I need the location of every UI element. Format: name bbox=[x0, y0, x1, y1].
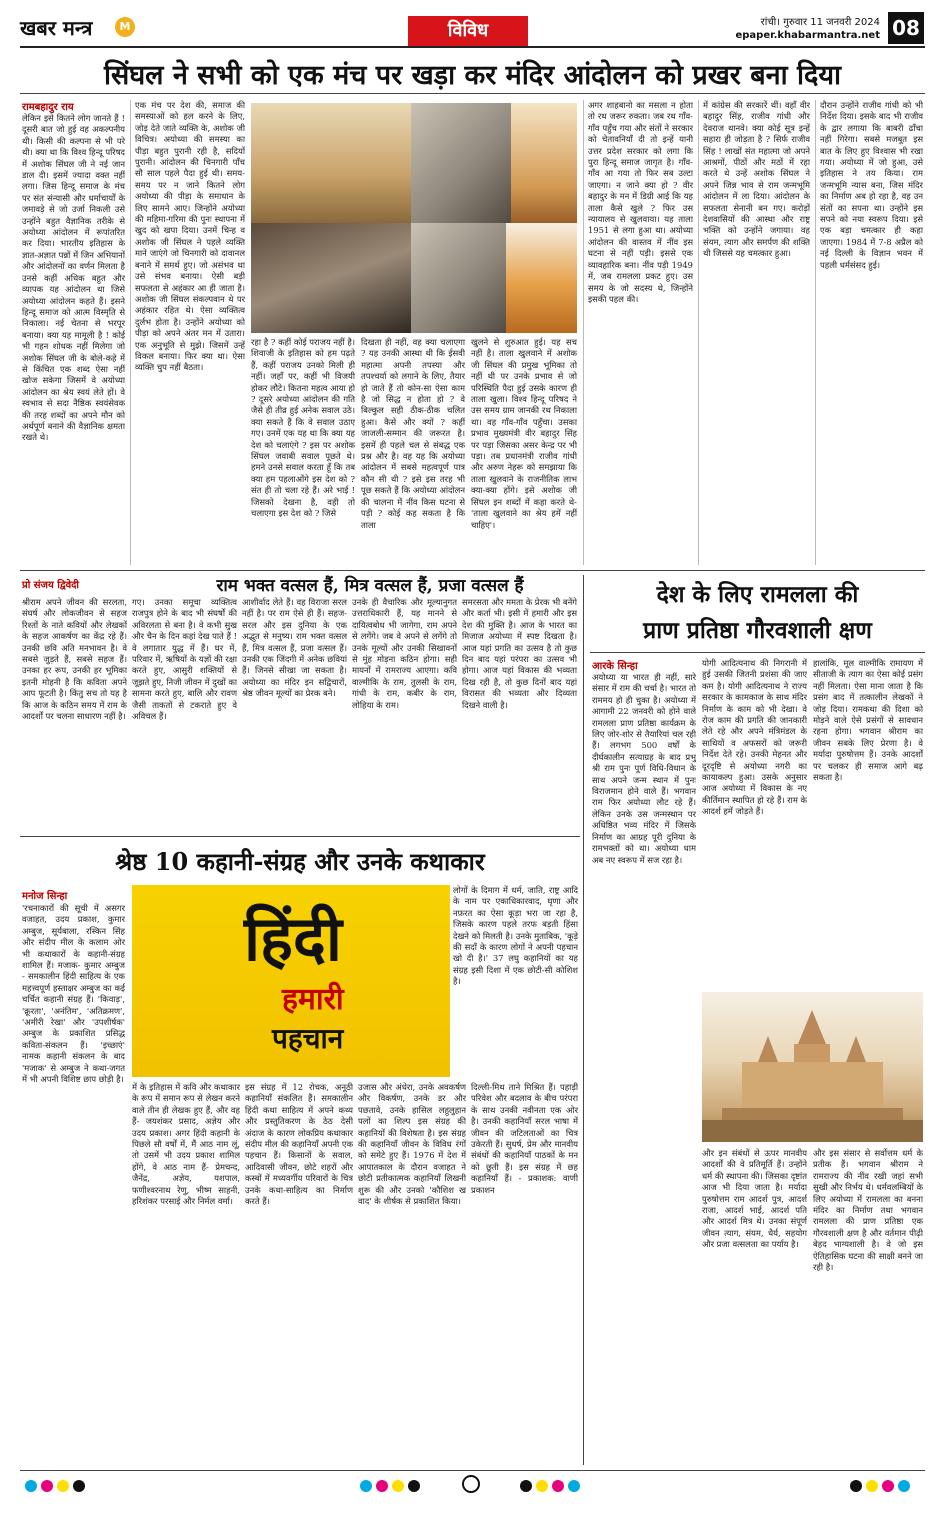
temple-spire-photo bbox=[511, 103, 577, 223]
story3-byline: आरके सिन्हा bbox=[592, 661, 638, 672]
story3-column: अयोध्या या भारत ही नहीं, सारे संसार में राम की चर्चा है। भारत तो राममय हो ही चुका है। अयोध्या में आगामी 22 जनवरी को होने वाले रामलला प्राण प्रतिष्ठा कार्यक्रम के लिए जोर-शोर से तैयारियां चल रही हैं। लगभग 500 वर्षों के दीर्घकालीन सत्याग्रह के बाद प्रभु श्री राम पुनः पूर्ण विधि-विधान के साथ अपने जन्म स्थान में पुनः विराजमान होने वाले हैं। भगवान राम फिर अयोध्या लौट रहे हैं। लेकिन उनके उस जन्मस्थान पर अधिष्ठित भव्य मंदिर में जिसके निर्माण का आग्रह पूरी दुनिया के रामभक्तों को था। अयोध्या धाम अब नए स्वरूप में सज रहा है। bbox=[592, 672, 696, 865]
divider bbox=[698, 100, 699, 565]
divider bbox=[20, 93, 925, 94]
color-registration-strip bbox=[360, 1477, 424, 1499]
registration-dot-icon bbox=[25, 1480, 37, 1492]
story1-headline: सिंघल ने सभी को एक मंच पर खड़ा कर मंदिर आंदोलन को प्रखर बना दिया bbox=[103, 60, 842, 91]
story1-column: खुलने से शुरुआत हुई। यह सच नहीं है। ताला खुलवाने में अशोक जी सिंघल की प्रमुख भूमिका तो नहीं थी पर उनके प्रभाव से जो परिस्थिति पैदा हुई उसके कारण ही ताला खुला। विश्व हिन्दू परिषद ने उस समय ग्राम जानकी रथ निकाला था। वह गाँव-गाँव पहुँचा। उसका प्रभाव मुख्यमंत्री वीर बहादुर सिंह पर पड़ा जिसका असर केन्द्र पर भी पड़ा। तब प्रधानमंत्री राजीव गांधी और अरुण नेहरू को समझाया कि ताला खुलवाने के राजनीतिक लाभ क्या-क्या होंगे। इसे अशोक जी सिंघल इन शब्दों में कहा करते थे- 'ताला खुलवाने का श्रेय हमें नहीं चाहिए'। bbox=[471, 337, 577, 530]
registration-dot-icon bbox=[360, 1480, 372, 1492]
divider bbox=[20, 1470, 925, 1471]
book-cover bbox=[132, 885, 450, 1077]
date-text: रांची। गुरुवार 11 जनवरी 2024 bbox=[760, 17, 880, 28]
divider bbox=[130, 100, 131, 565]
story2-column: समरसता और ममता के प्रेरक भी बनेंगे और कर्ता भी। इसी में हमारी और इस देश की मुक्ति है। आज के भारत का मिजाज अयोध्या में स्पष्ट दिखता है। आज यहां प्रगति का उत्सव है तो कुछ दिन बाद यहां परंपरा का उत्सव भी होगा। आज यहां विकास की भव्यता दिख रही है, तो कुछ दिनों बाद यहां विरासत की भव्यता और दिव्यता दिखने वाली है। bbox=[462, 597, 577, 710]
story2-column: श्रीराम अपने जीवन की सरलता, संघर्ष और लोकजीवन से सहज रिश्तों के नाते कवियों और लेखकों के सहज आकर्षण का केंद्र रहे हैं। उनकी छवि अति मनभावन है। वे सबसे जुड़ते हैं, सबसे सहज हैं। उनका हर रूप, उनकी हर भूमिका इतनी मोहनी है कि कविता अपने आप फूटती है। किंतु सच तो यह है कि आज के कठिन समय में राम के आदर्शों पर चलना साधारण नहीं है। bbox=[22, 597, 127, 722]
ceremony-photo bbox=[506, 223, 577, 333]
story4-column: इस संग्रह में 12 रोचक, अनूठी कहानियाँ संकलित हैं। समकालीन हिंदी कथा साहित्य में अपने कथ्य और प्रस्तुतिकरण के ठेठ देसी अंदाज के कारण लोकप्रिय कथाकार संदीप मील की कहानियाँ अपनी एक पहचान हैं। किसानों के सवाल, आदिवासी जीवन, छोटे शहरों और कस्बों में मध्यवर्गीय परिवारों के चित्र उनके कथा-साहित्य का निर्माण करते हैं। bbox=[245, 1082, 353, 1207]
registration-dot-icon bbox=[536, 1480, 548, 1492]
registration-dot-icon bbox=[882, 1480, 894, 1492]
registration-dot-icon bbox=[376, 1480, 388, 1492]
crowd-photo bbox=[411, 223, 506, 333]
story3-column: और इस संसार से सर्वोत्तम धर्म के प्रतीक हैं। भगवान श्रीराम ने रामराज्य की नींव रखी जहां सभी सुखी और निर्भय थे। धर्मवलम्बियों के लिए अयोध्या में रामलला का बनना मंदिर का निर्माण तथा भगवान रामलला की प्राण प्रतिष्ठा एक गौरवशाली क्षण है और वर्तमान पीढ़ी बेहद भाग्यशाली है। वे जो इस ऐतिहासिक घटना की साक्षी बनने जा रही है। bbox=[813, 1148, 923, 1273]
color-registration-strip bbox=[850, 1477, 914, 1499]
archival-photo bbox=[411, 103, 511, 223]
story3-headline-line2: प्राण प्रतिष्ठा गौरवशाली क्षण bbox=[643, 617, 872, 644]
story1-column: में कांग्रेस की सरकारें थीं। वहाँ वीर बहादुर सिंह, राजीव गांधी और देवराज थानवे। क्या कोई सूत्र इन्हें सहारा ही जोड़ता है ? सिर्फ राजीव सिंह ! लाखों संत महात्मा जो अपने आश्रमों, पीठों और मठों में रहा करते थे उन्हें अशोक सिंघल ने अपने जिन्न भाव से राम जन्मभूमि आंदोलन में ला दिया। आंदोलन के सफलता सेनानी बन गए। करोड़ों देशवासियों की आस्था और राष्ट्र भक्ति को उन्होंने जगाया। वह संयम, त्याग और समर्पण की शक्ति थी जिससे यह चमत्कार हुआ। bbox=[703, 100, 810, 259]
registration-dot-icon bbox=[866, 1480, 878, 1492]
dateline bbox=[720, 16, 880, 42]
masthead bbox=[20, 10, 925, 48]
story1-column: दौरान उन्होंने राजीव गांधी को भी निर्देश दिया। इसके बाद भी राजीव के द्वार लगाया कि बाबरी ढाँचा नहीं गिरेगा। सबसे मजबूत इस बात के लिए हुए विश्वास भी रखा गया। अयोध्या में जो हुआ, उसे इतिहास ने तय किया। राम जन्मभूमि न्यास बना, जिस मंदिर का निर्माण अब हो रहा है, वह उन संतों का सपना था। उन्होंने इस सपने को नया स्वरूप दिया। इसे एक बड़ा चमत्कार ही कहा जाएगा। 1984 में 7-8 अप्रैल को नई दिल्ली के विज्ञान भवन में पहली धर्मसंसद हुई। bbox=[820, 100, 923, 270]
story4-column: लोगों के दिमाग में धर्म, जाति, राष्ट्र आदि के नाम पर एकाधिकारवाद, घृणा और नफ़रत का ऐसा कूड़ा भरा जा रहा है, जिसके कारण पहले तरफ बड़ती हिंसा देखने को मिलती है। उनके मुताबिक, 'कूड़े की सदाँ के कारण लोगों ने अपनी पहचान खो दी है।' 37 लघु कहानियों का यह संग्रह इसी दिशा में एक छोटी-सी कोशिश है। bbox=[453, 885, 578, 987]
brand-name: खबर मन्त्र bbox=[20, 16, 93, 40]
registration-dot-icon bbox=[568, 1480, 580, 1492]
story4-column: में के इतिहास में कवि और कथाकार के रूप में समान रूप से लेखन करने वाले तीन ही लेखक हुए हैं, और वह हैं- जयशंकर प्रसाद, अज्ञेय और उदय प्रकाश। अगर हिंदी कहानी के पिछले सौ वर्षों में, मैं आठ नाम लूं, तो उसमें भी उदय प्रकाश शामिल होंगे, वे आठ नाम हैं- प्रेमचन्द, जैनेंद्र, अज्ञेय, यशपाल, फणीश्वरनाथ रेणु, भीष्म साहनी, हरिशंकर परसाई और निर्मल वर्मा। bbox=[132, 1082, 240, 1207]
temple-silhouette-icon bbox=[702, 992, 923, 1142]
registration-dot-icon bbox=[408, 1480, 420, 1492]
story2-column: उनके ही वैचारिक और मूल्यानुगत उत्तराधिकारी हैं, यह मानने से दायित्वबोध भी जागेगा, राम अपने से लगेंगे। जब वे अपने से लगेंगे तो उनके मूल्यों और उनकी सिखावनों से मुंह मोड़ना कठिन होगा। सही मायनों में रामराज्य आएगा। कवि वाल्मीकि के राम, तुलसी के राम, गांधी के राम, कबीर के राम, लोहिया के राम। bbox=[352, 597, 457, 710]
divider bbox=[583, 100, 584, 565]
story1-column: लेकिन इसे कितने लोग जानते हैं ! दूसरी बात जो हुई वह अकल्पनीय थी। किसी की कल्पना से भी परे थी। क्या था कि विश्व हिन्दू परिषद में अशोक सिंघल जी ने नई जान डाल दी। इसमें ज्यादा वक्त नहीं लगा। जिस हिन्दू समाज के मंच पर संत संन्यासी और धर्माचार्यों के जमावड़े से जो उर्जा निकली उसे उन्होंने बहुत वैज्ञानिक तरीके से अयोध्या आंदोलन में रूपांतरित कर दिया। भारतीय इतिहास के ज्ञात-अज्ञात पन्नों में जिन अभियानों और आंदोलनों का वर्णन मिलता है उनसे कहीं अधिक बहुत और व्यापक यह आंदोलन था जिसे अयोध्या आंदोलन कहते हैं। इसने हिन्दू समाज को आत्म विस्मृति से निकाला। नई चेतना से भरपूर बनाया। क्या यह मामूली है ! कोई भी गहन शोधक नहीं मिलेगा जो अशोक सिंघल जी के बोले-कहे में से किंचित एक शब्द ऐसा नहीं खोज सकेगा जिसमें वे अयोध्या आंदोलन का श्रेय स्वयं लेते हों। वे स्वभाव से सदा नैष्ठिक स्वयंसेवक की तरह शब्दों का अपने मौन को अर्थपूर्ण बनाने की वैज्ञानिक क्षमता रखते थे। bbox=[22, 113, 125, 443]
cover-title-word: हमारी bbox=[282, 982, 344, 1017]
story1-column: एक मंच पर देश की, समाज की समस्याओं को हल करने के लिए, जोड़ देते जाते व्यक्ति के, अशोक जी विचित्र। अयोध्या की समस्या का पीड़ा बहुत पुरानी रही है, सदियों पुरानी। आंदोलन की चिनगारी पाँच सौ साल पहले पैदा हुई थी। समय-समय पर न जाने कितने लोग अयोध्या की पीड़ा के समाधान के लिए सामने आए। जिन्होंने अयोध्या की महिमा-गरिमा की पुनः स्थापना में खुद को खपा दिया। उनमें चिन्ह व अशोक जी सिंघल ने पहले व्यक्ति माने जाएंगे जो चिनगारी को दावानल बनाने में समर्थ हुए। जो असंभव था उसे संभव बनाया। ऐसी बड़ी सफलता से अहंकार आ ही जाता है। अशोक जी सिंघल संकल्पवान थे पर अहंकार रहित थे। ऐसा व्यक्तित्व दुर्लभ होता है। उन्होंने अयोध्या को पीड़ा को अपने अंतर मन में उतारा। एक अनुभूति से मुझे। जिसमें उन्हें विकल बनाया। फिर क्या था। ऐसा व्यक्ति चुप नहीं बैठता। bbox=[135, 100, 245, 373]
page-number: 08 bbox=[888, 12, 924, 44]
story3-column: योगी आदित्यनाथ की निगरानी में हुई उसकी जितनी प्रशंसा की जाए कम है। योगी आदित्यनाथ ने राज्य सरकार के कामकाज के साथ मंदिर निर्माण के काम को भी देखा। वे रोज काम की प्रगति की जानकारी लेते रहे और अपने मंत्रिमंडल के साथियों व अफसरों को जरूरी निर्देश देते रहे। उनकी मेहनत और दूरदृष्टि से अयोध्या नगरी का कायाकल्प हुआ। उसके अनुसार आज अयोध्या में विकास के नए कीर्तिमान स्थापित हो रहे हैं। राम के आदर्श हमें जोड़ते हैं। bbox=[702, 658, 807, 817]
divider bbox=[815, 100, 816, 565]
story4-byline: मनोज सिन्हा bbox=[22, 891, 68, 902]
story2-headline: राम भक्त वत्सल हैं, मित्र वत्सल हैं, प्रजा वत्सल हैं bbox=[216, 576, 524, 596]
color-registration-strip bbox=[520, 1477, 584, 1499]
cover-title-word: हिंदी bbox=[244, 902, 342, 975]
registration-dot-icon bbox=[552, 1480, 564, 1492]
registration-dot-icon bbox=[57, 1480, 69, 1492]
registration-dot-icon bbox=[850, 1480, 862, 1492]
registration-dot-icon bbox=[392, 1480, 404, 1492]
divider bbox=[590, 652, 925, 653]
divider bbox=[20, 836, 580, 837]
story1-column: रहा है ? कहीं कोई पराजय नहीं है। शिवाजी के इतिहास को हम पढ़ते हैं, कहीं पराजय उनको मिली ही नहीं। जहाँ पर, कहीं भी विजयी होकर लौटे। कितना महत्व आया हो ? दूसरे अयोध्या आंदोलन की गति जैसे ही तीव्र हुई अनेक सवाल उठे। क्या सकते हैं कि वे सवाल उठाए गए। उनमें एक यह था कि क्या यह देश को चलाएंगे ? इस पर अशोक सिंघल जवाबी सवाल पूछते थे। हमने उनसे सवाल करता हूँ कि तब क्या हम पहलाओंगे इस देश को ? संत ही तो चला रहे हैं। अरे भाई ! जिसको देखना है, वही तो चलाएगा इस देश को ? जिसे bbox=[251, 337, 355, 519]
divider bbox=[20, 570, 925, 571]
registration-dot-icon bbox=[41, 1480, 53, 1492]
story1-byline: रामबहादुर राय bbox=[22, 102, 74, 113]
website-link[interactable]: epaper.khabarmantra.net bbox=[735, 30, 880, 41]
story2-column: आशीर्वाद लेते हैं। वह विराजा सरल नहीं है। पर राम ऐसे ही हैं। सहज-सरल और इस दुनिया के एक अद्भुत से मनुष्य। राम भक्त वत्सल हैं, मित्र वत्सल हैं, प्रजा वत्सल हैं। उनकी एक जिंदगी में अनेक छवियां हैं। जिनसे सीखा जा सकता है। अयोध्या का मंदिर इन सद्विचारों, श्रेष्ठ जीवन मूल्यों का प्रेरक बने। bbox=[242, 597, 347, 699]
color-registration-strip bbox=[25, 1477, 89, 1499]
story2-column: गए। उनका समूचा व्यक्तित्व राजपुत्र होने के बाद भी संघर्षों की अविरलता से बना है। वे कभी सुख और चैन के दिन कहां देख पाते हैं ! वे लगातार युद्ध में हैं। घर में, परिवार में, ऋषियों के यज्ञों की रक्षा करते हुए, आसुरी शक्तियों से जूझते हुए, निजी जीवन में दुखों का सामना करते हुए, बालि और रावण जैसी ताकतों से टकराते हुए वे अविचल हैं। bbox=[132, 597, 237, 722]
story4-column: उजास और अंधेरा, उनके अवकर्षण और विकर्षण, उनके डर और पछतावे, उनके हासिल लहुलुहान पलों का शिल्प इस संग्रह की कहानियों की विशेषता है। इस संग्रह की कहानियाँ जीवन के विविध रंगों को समेटे हुए हैं। 1976 में देश में आपातकाल के दौरान वजाहत ने छोटी प्रतीकात्मक कहानियाँ लिखनी शुरू की और उनको 'कौशिश ख वाद' के शीर्षक से प्रकाशित किया। bbox=[358, 1082, 466, 1207]
story1-column: अगर शाहबानो का मसला न होता तो रथ जरूर रुकता। जब रथ गाँव-गाँव पहुँच गया और संतों ने सरकार को चेतावनियाँ दी तो इन्हें यानी उत्तर प्रदेश सरकार को लगा कि पुरा हिन्दू समाज जागृत है। गाँव-गाँव आ गया तो फिर सब उल्टा जाएगा। न जाने क्या हो ? वीर बहादुर के मन में डिग्री आई कि यह ताला कैसे खुले ? फिर उस न्यायालय से खुलवाया। यह ताला 1951 से लगा हुआ था। अयोध्या आंदोलन की वास्तव में नींव इस घटना से नहीं पड़ी। इससे एक व्यावहारिक बना। नींव पड़ी 1949 में, जब रामलला प्रकट हुए। उस समय के जो सदस्य थे, जिन्होंने इसकी पहल की। bbox=[588, 100, 693, 304]
story2-byline: प्रो संजय द्विवेदी bbox=[22, 580, 80, 591]
ashok-singhal-photo bbox=[251, 223, 411, 333]
story4-headline: श्रेष्ठ 10 कहानी-संग्रह और उनके कथाकार bbox=[115, 847, 485, 876]
story3-column: और इन संबंधों से ऊपर मानवीय आदर्शों की वे प्रतिमूर्ति हैं। उन्होंने धर्म की स्थापना की। जिसका दृष्टांत आज भी दिया जाता है। मर्यादा पुरुषोत्तम राम आदर्श पुत्र, आदर्श राजा, आदर्श भाई, आदर्श पति और आदर्श मित्र थे। उनका संपूर्ण जीवन त्याग, संयम, धैर्य, सहयोग और प्रजा वत्सलता का पर्याय है। bbox=[702, 1148, 807, 1250]
registration-dot-icon bbox=[520, 1480, 532, 1492]
ram-temple-photo bbox=[251, 103, 411, 223]
registration-dot-icon bbox=[898, 1480, 910, 1492]
story3-headline-line1: देश के लिए रामलला की bbox=[656, 581, 859, 608]
cover-title-word: पहचान bbox=[272, 1022, 344, 1055]
story4-column: दिल्ली-मिथ ताने मिश्रित हैं। पहाड़ी परिवेश और बदलाव के बीच परंपरा के साथ उनकी नवीनता एक ओर है। उनकी कहानियाँ सरल भाषा में जीवन की जटिलताओं का चित्र उकेरती हैं। सुधर्ष, प्रेम और मानवीय संबंधों की कहानियाँ पाठकों के मन को छूती हैं। इस संग्रह में छह कहानियाँ हैं। - प्रकाशक: वाणी प्रकाशन bbox=[471, 1082, 578, 1195]
story3-column: हालांकि, मूल वाल्मीकि रामायण में सीताजी के त्याग का ऐसा कोई प्रसंग नहीं मिलता। ऐसा माना जाता है कि प्रसंग बाद में तत्कालीन लेखकों ने जोड़ दिया। रामकथा की दिशा को मोड़ने वाले ऐसे प्रसंगों से सावधान रहना होगा। भगवान श्रीराम का जीवन सबके लिए प्रेरणा है। वे मर्यादा पुरुषोत्तम हैं। उनके आदर्शों पर चलकर ही समाज आगे बढ़ सकता है। bbox=[813, 658, 923, 783]
story1-column: दिखता ही नहीं, वह क्या चलाएगा ? यह उनकी आस्था थी कि ईसवी महात्मा अपनी तपस्या और तपश्चर्या को लगाने के लिए, तैयार हो जाते हैं तो कोन-सा ऐसा काम है जो सिद्ध न होता हो ? वे बिल्कुल सही ठीक-ठीक चलित हुआ। कैसे और क्यों ? कहीं जाजली-सम्मान की जरूरत है। इसमें ही पहले चल से संबद्ध एक प्रश्न और है। वह यह कि अयोध्या आंदोलन में सबसे महत्वपूर्ण पात्र कौन सी थी ? इसे इस तरह भी पूछ सकते हैं कि अयोध्या आंदोलन की चालना में नींव किस घटना से पड़ी ? कोई कह सकता है कि ताला bbox=[361, 337, 465, 530]
divider bbox=[583, 575, 584, 1465]
ram-temple-image bbox=[702, 992, 923, 1142]
registration-dot-icon bbox=[73, 1480, 85, 1492]
story4-column: 'रचनाकारों की सूची में असगर वजाहत, उदय प्रकाश, कुमार अम्बुज, सूर्यबाला, रस्किन सिंह और संदीप मील के कलाम ओर भी कथाकारों के कहानी-संग्रह शामिल हैं। मजाक- कुमार अम्बुज - समकालीन हिंदी साहित्य के एक महत्त्वपूर्ण हस्ताक्षर अम्बुज का कई चर्चित कहानी संग्रह हैं। 'किवाड़', 'क्रूरता', 'अनंतिम', 'अतिक्रमण', 'अमीरी रेखा' और 'उपशीर्षक' अम्बुज के प्रकाशित प्रसिद्ध कविता-संकलन हैं। 'इच्छाएं' नामक कहानी संकलन के बाद 'मजाक' से अम्बुज ने कथा-जगत में भी अपनी विशिष्ट छाप छोड़ी है। bbox=[22, 903, 125, 1085]
registration-mark-icon bbox=[462, 1475, 480, 1493]
brand-logo-icon: M bbox=[115, 17, 135, 37]
section-label: विविध bbox=[408, 16, 528, 46]
